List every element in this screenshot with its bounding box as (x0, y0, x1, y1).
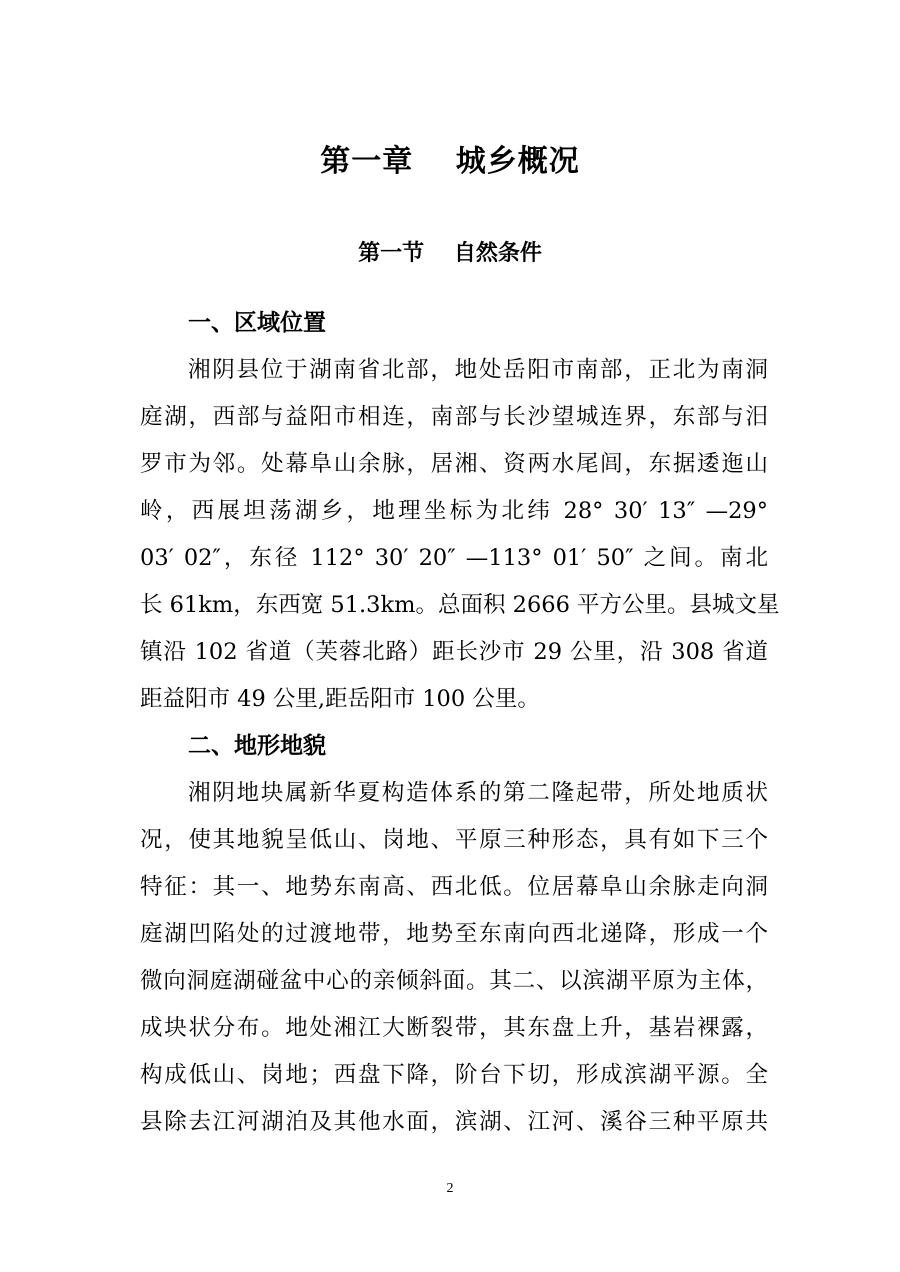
paragraph-line: 况，使其地貌呈低山、岗地、平原三种形态，具有如下三个 (140, 827, 768, 853)
paragraph-line: 特征：其一、地势东南高、西北低。位居幕阜山余脉走向洞 (140, 874, 768, 900)
paragraph-line: 岭，西展坦荡湖乡，地理坐标为北纬 28° 30′ 13″ —29° (140, 498, 768, 524)
paragraph-line: 罗市为邻。处幕阜山余脉，居湘、资两水尾闾，东据逶迤山 (140, 451, 768, 477)
subsection-heading-terrain: 二、地形地貌 (188, 733, 326, 759)
section-title: 第一节 自然条件 (358, 241, 542, 266)
chapter-title: 第一章 城乡概况 (320, 144, 580, 179)
paragraph-line: 镇沿 102 省道（芙蓉北路）距长沙市 29 公里，沿 308 省道 (140, 639, 768, 665)
paragraph-line: 03′ 02″，东径 112° 30′ 20″ —113° 01′ 50″ 之间。南北 (140, 545, 768, 571)
paragraph-line: 构成低山、岗地；西盘下降，阶台下切，形成滨湖平源。全 (140, 1062, 768, 1088)
paragraph-line: 距益阳市 49 公里,距岳阳市 100 公里。 (140, 686, 540, 712)
paragraph-line: 湘阴县位于湖南省北部，地处岳阳市南部，正北为南洞 (188, 357, 768, 383)
page-number: 2 (446, 1181, 454, 1196)
paragraph-line: 庭湖凹陷处的过渡地带，地势至东南向西北递降，形成一个 (140, 921, 768, 947)
paragraph-line: 湘阴地块属新华夏构造体系的第二隆起带，所处地质状 (188, 780, 768, 806)
paragraph-line: 长 61km，东西宽 51.3km。总面积 2666 平方公里。县城文星 (140, 592, 780, 618)
body-text (140, 300, 780, 1146)
paragraph-line: 微向洞庭湖碰盆中心的亲倾斜面。其二、以滨湖平原为主体， (140, 968, 768, 994)
subsection-heading-location: 一、区域位置 (188, 310, 326, 336)
paragraph-line: 成块状分布。地处湘江大断裂带，其东盘上升，基岩裸露， (140, 1015, 768, 1041)
paragraph-line: 庭湖，西部与益阳市相连，南部与长沙望城连界，东部与汨 (140, 404, 768, 430)
paragraph-line: 县除去江河湖泊及其他水面，滨湖、江河、溪谷三种平原共 (140, 1109, 768, 1135)
